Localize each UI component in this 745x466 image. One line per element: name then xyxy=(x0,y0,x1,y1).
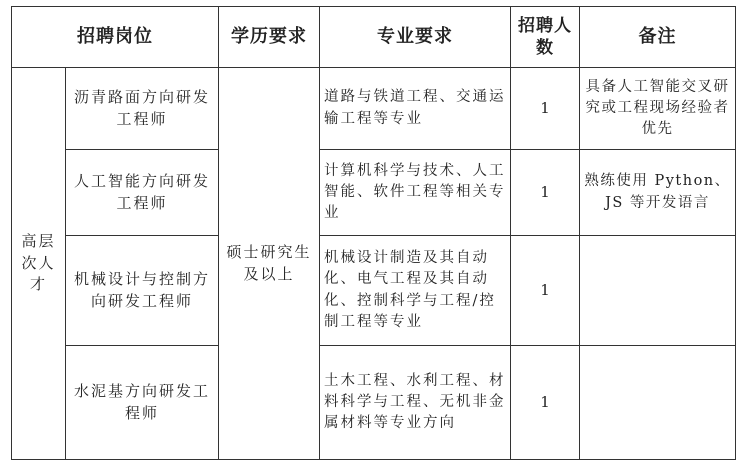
table-row xyxy=(12,346,736,460)
header-position: 招聘岗位 xyxy=(12,7,219,68)
position-cell: 沥青路面方向研发工程师 xyxy=(66,68,219,150)
major-cell: 机械设计制造及其自动化、电气工程及其自动化、控制科学与工程/控制工程等专业 xyxy=(320,236,511,346)
major-cell: 道路与铁道工程、交通运输工程等专业 xyxy=(320,68,511,150)
header-count: 招聘人数 xyxy=(511,7,580,68)
education-cell: 硕士研究生及以上 xyxy=(219,68,320,460)
category-cell: 高层次人才 xyxy=(12,68,66,460)
count-cell: 1 xyxy=(511,150,580,236)
header-notes: 备注 xyxy=(580,7,736,68)
header-major: 专业要求 xyxy=(320,7,511,68)
notes-cell xyxy=(580,236,736,346)
count-cell: 1 xyxy=(511,236,580,346)
notes-cell: 熟练使用 Python、JS 等开发语言 xyxy=(580,150,736,236)
table-row xyxy=(12,236,736,346)
count-cell: 1 xyxy=(511,68,580,150)
notes-cell: 具备人工智能交叉研究或工程现场经验者优先 xyxy=(580,68,736,150)
count-cell: 1 xyxy=(511,346,580,460)
major-cell: 土木工程、水利工程、材料科学与工程、无机非金属材料等专业方向 xyxy=(320,346,511,460)
position-cell: 机械设计与控制方向研发工程师 xyxy=(66,236,219,346)
header-row xyxy=(12,7,736,68)
notes-cell xyxy=(580,346,736,460)
table-row xyxy=(12,68,736,150)
table-row xyxy=(12,150,736,236)
recruitment-table xyxy=(11,6,736,460)
position-cell: 水泥基方向研发工程师 xyxy=(66,346,219,460)
position-cell: 人工智能方向研发工程师 xyxy=(66,150,219,236)
header-education: 学历要求 xyxy=(219,7,320,68)
major-cell: 计算机科学与技术、人工智能、软件工程等相关专业 xyxy=(320,150,511,236)
